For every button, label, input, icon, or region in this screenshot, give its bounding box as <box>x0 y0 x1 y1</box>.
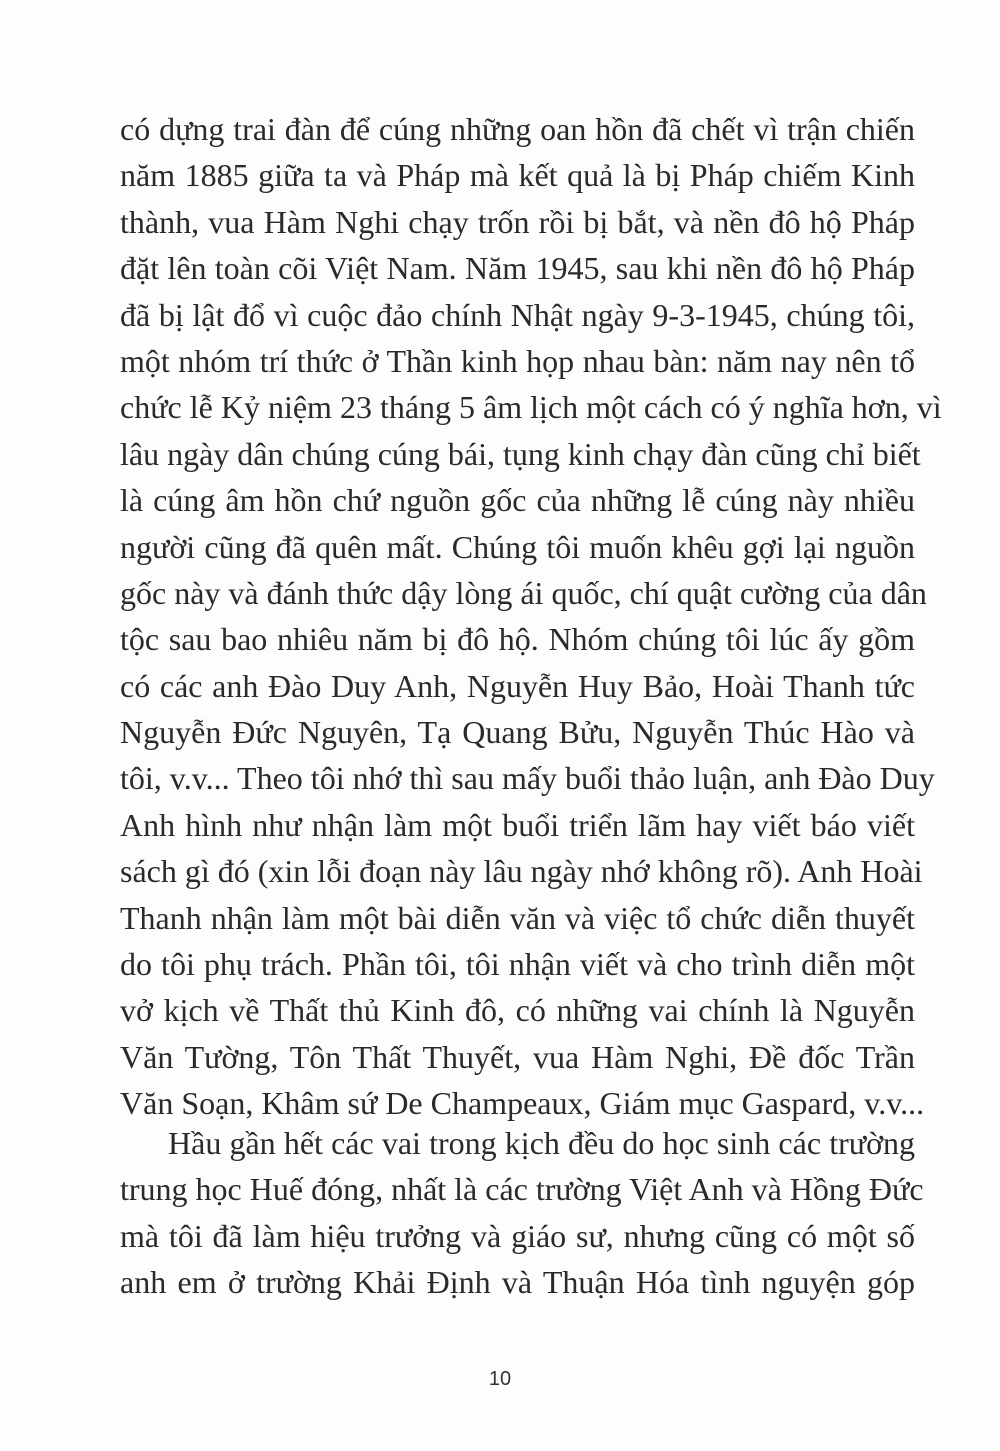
text-line: là cúng âm hồn chứ nguồn gốc của những lễ cúng này nhiều <box>120 482 915 519</box>
text-line: đặt lên toàn cõi Việt Nam. Năm 1945, sau khi nền đô hộ Pháp <box>120 250 915 287</box>
text-line: có các anh Đào Duy Anh, Nguyễn Huy Bảo, Hoài Thanh tức <box>120 667 915 704</box>
text-line: do tôi phụ trách. Phần tôi, tôi nhận viết và cho trình diễn một <box>120 946 915 983</box>
text-line: năm 1885 giữa ta và Pháp mà kết quả là bị Pháp chiếm Kinh <box>120 157 915 194</box>
paragraph-1 <box>120 106 942 1127</box>
text-line: tôi, v.v... Theo tôi nhớ thì sau mấy buổi thảo luận, anh Đào Duy <box>120 760 935 797</box>
text-line: có dựng trai đàn để cúng những oan hồn đã chết vì trận chiến <box>120 111 915 147</box>
text-line: một nhóm trí thức ở Thần kinh họp nhau bàn: năm nay nên tổ <box>120 342 915 379</box>
paragraph-2 <box>120 1120 924 1306</box>
text-line: gốc này và đánh thức dậy lòng ái quốc, chí quật cường của dân <box>120 574 927 611</box>
text-line: đã bị lật đổ vì cuộc đảo chính Nhật ngày 9-3-1945, chúng tôi, <box>120 296 915 333</box>
page-number: 10 <box>488 1368 512 1390</box>
text-line: thành, vua Hàm Nghi chạy trốn rồi bị bắt, và nền đô hộ Pháp <box>120 203 915 240</box>
text-line: Hầu gần hết các vai trong kịch đều do học sinh các trường <box>168 1125 915 1161</box>
text-line: anh em ở trường Khải Định và Thuận Hóa tình nguyện góp <box>120 1264 915 1301</box>
text-line: Văn Soạn, Khâm sứ De Champeaux, Giám mục Gaspard, v.v... <box>120 1085 925 1122</box>
text-line: chức lễ Kỷ niệm 23 tháng 5 âm lịch một cách có ý nghĩa hơn, vì <box>120 389 942 426</box>
text-line: mà tôi đã làm hiệu trưởng và giáo sư, nhưng cũng có một số <box>120 1217 915 1254</box>
text-line: sách gì đó (xin lỗi đoạn này lâu ngày nhớ không rõ). Anh Hoài <box>120 853 923 890</box>
text-line: Thanh nhận làm một bài diễn văn và việc tổ chức diễn thuyết <box>120 899 915 936</box>
text-line: Nguyễn Đức Nguyên, Tạ Quang Bửu, Nguyễn Thúc Hào và <box>120 714 915 751</box>
text-line: tộc sau bao nhiêu năm bị đô hộ. Nhóm chúng tôi lúc ấy gồm <box>120 621 915 658</box>
text-line: Anh hình như nhận làm một buổi triển lãm hay viết báo viết <box>120 806 915 843</box>
text-line: lâu ngày dân chúng cúng bái, tụng kinh chạy đàn cũng chỉ biết <box>120 435 921 472</box>
text-line: trung học Huế đóng, nhất là các trường Việt Anh và Hồng Đức <box>120 1171 924 1208</box>
text-line: vở kịch về Thất thủ Kinh đô, có những vai chính là Nguyễn <box>120 992 915 1029</box>
text-line: người cũng đã quên mất. Chúng tôi muốn khêu gợi lại nguồn <box>120 528 915 565</box>
text-line: Văn Tường, Tôn Thất Thuyết, vua Hàm Nghi, Đề đốc Trần <box>120 1038 915 1075</box>
